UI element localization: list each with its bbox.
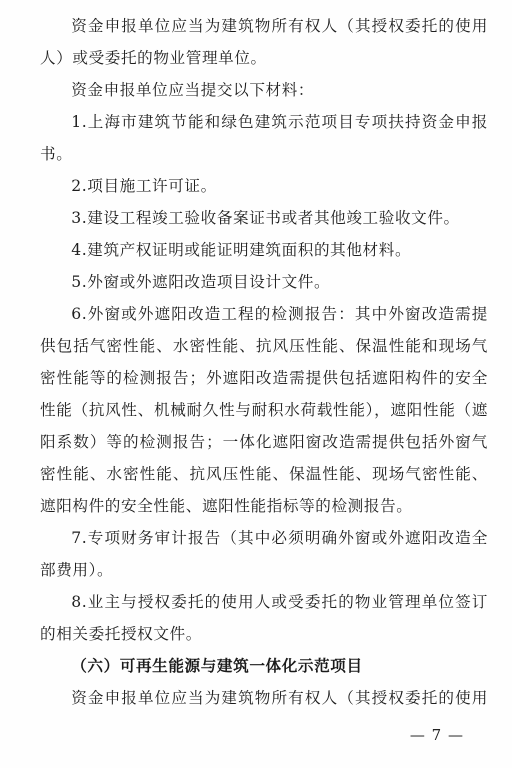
paragraph-item-1: 1.上海市建筑节能和绿色建筑示范项目专项扶持资金申报书。 xyxy=(40,113,488,163)
paragraph-item-2: 2.项目施工许可证。 xyxy=(71,177,217,195)
paragraph-item-4: 4.建筑产权证明或能证明建筑面积的其他材料。 xyxy=(71,241,412,259)
paragraph-applicant-requirement: 资金申报单位应当为建筑物所有权人（其授权委托的使用人）或受委托的物业管理单位。 xyxy=(40,17,488,67)
paragraph-materials-intro: 资金申报单位应当提交以下材料： xyxy=(71,81,315,99)
section-heading: （六）可再生能源与建筑一体化示范项目 xyxy=(71,657,363,675)
paragraph-item-6: 6.外窗或外遮阳改造工程的检测报告：其中外窗改造需提供包括气密性能、水密性能、抗风压性能、保温性能和现场气密性能等的检测报告；外遮阳改造需提供包括遮阳构件的安全性能（抗风性、机械耐久性与耐积水荷载性能），遮阳性能（遮阳系数）等的检测报告；一体化遮阳窗改造需提供包括外窗气密性能、水密性能、抗风压性能、保温性能、现场气密性能、遮阳构件的安全性能、遮阳性能指标等的检测报告。 xyxy=(40,305,488,515)
paragraph-item-7: 7.专项财务审计报告（其中必须明确外窗或外遮阳改造全部费用）。 xyxy=(40,529,488,579)
paragraph-item-5: 5.外窗或外遮阳改造项目设计文件。 xyxy=(71,273,331,291)
paragraph-item-3: 3.建设工程竣工验收备案证书或者其他竣工验收文件。 xyxy=(71,209,460,227)
paragraph-item-8: 8.业主与授权委托的使用人或受委托的物业管理单位签订的相关委托授权文件。 xyxy=(40,593,488,643)
page-number: — 7 — xyxy=(409,726,464,744)
paragraph-final: 资金申报单位应当为建筑物所有权人（其授权委托的使用 xyxy=(71,689,488,707)
